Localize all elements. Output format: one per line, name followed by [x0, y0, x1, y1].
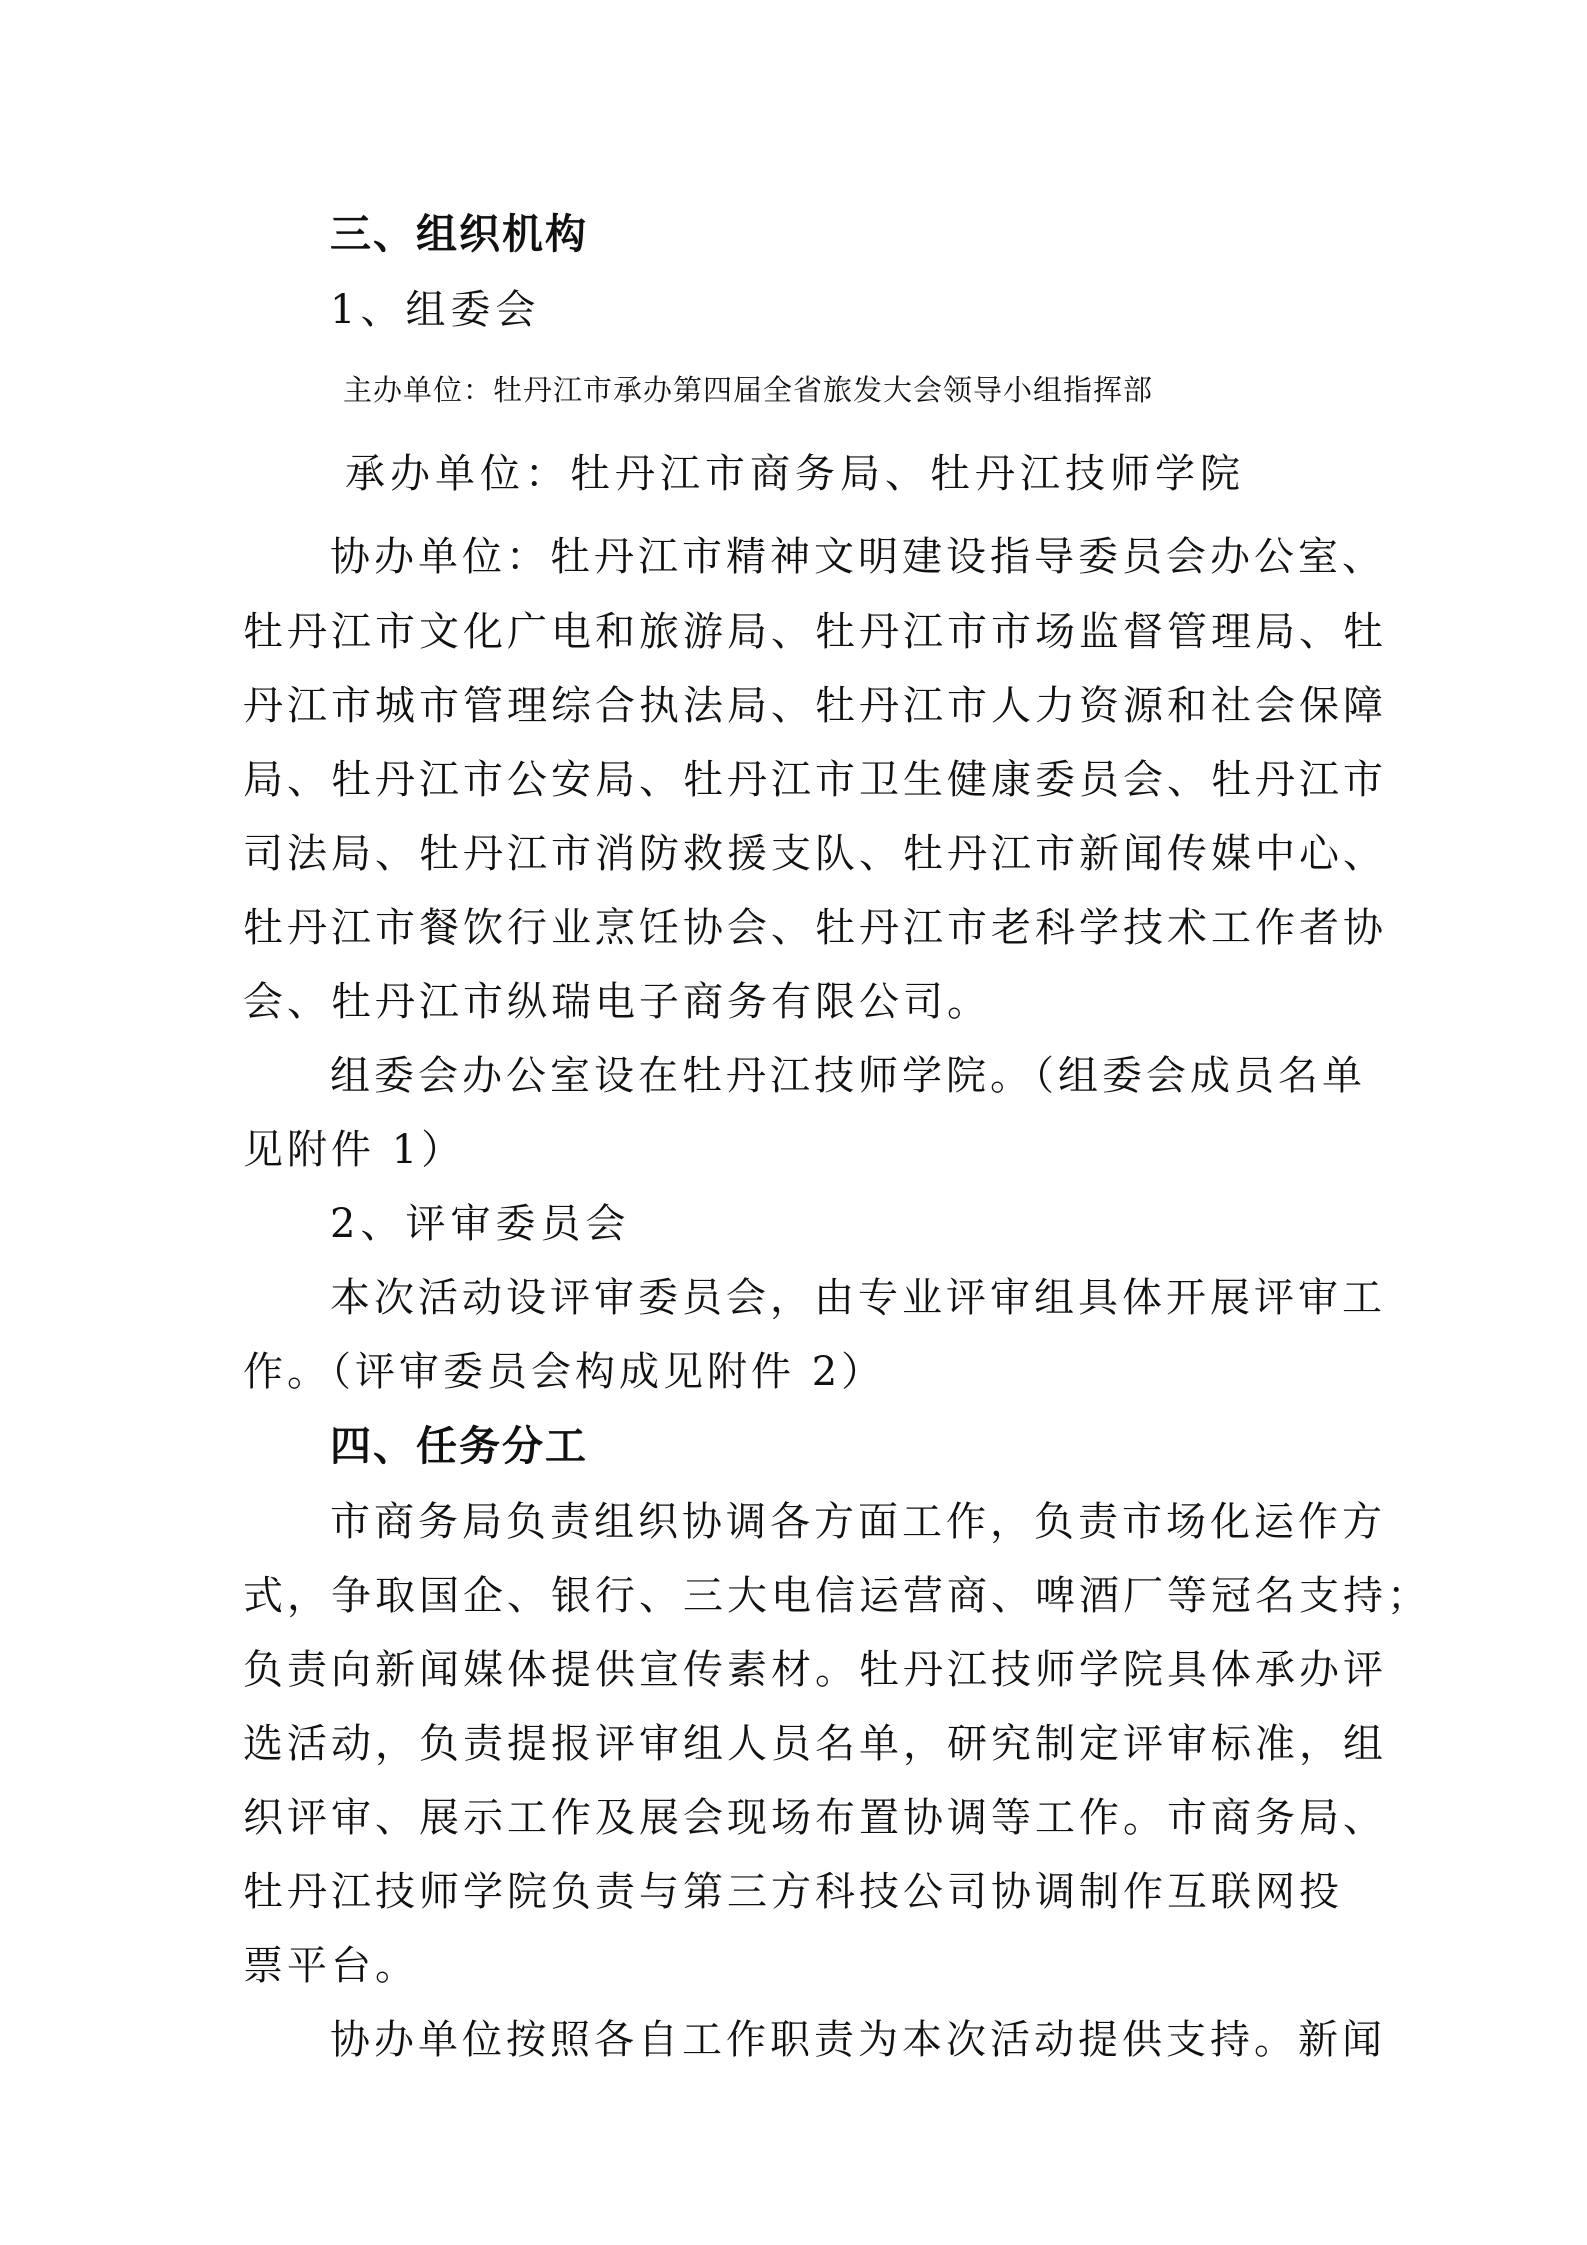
assist-unit-line-1: 协办单位：牡丹江市精神文明建设指导委员会办公室、 — [330, 534, 1386, 580]
host-unit-line: 主办单位：牡丹江市承办第四届全省旅发大会领导小组指挥部 — [343, 373, 1154, 407]
office-line-1: 组委会办公室设在牡丹江技师学院。（组委会成员名单 — [330, 1053, 1366, 1099]
assist-unit-line-7: 会、牡丹江市纵瑞电子商务有限公司。 — [243, 979, 991, 1025]
duty-line-3: 负责向新闻媒体提供宣传素材。牡丹江技师学院具体承办评 — [243, 1647, 1387, 1693]
duty-line-2: 式，争取国企、银行、三大电信运营商、啤酒厂等冠名支持； — [243, 1573, 1431, 1619]
duty-line-1: 市商务局负责组织协调各方面工作，负责市场化运作方 — [330, 1499, 1386, 1545]
review-line-2: 作。（评审委员会构成见附件 2） — [243, 1349, 886, 1395]
assist-unit-line-3: 丹江市城市管理综合执法局、牡丹江市人力资源和社会保障 — [243, 683, 1387, 729]
assist-unit-line-2: 牡丹江市文化广电和旅游局、牡丹江市市场监督管理局、牡 — [243, 609, 1387, 655]
duty-line-7: 票平台。 — [243, 1943, 419, 1989]
assist-support-line: 协办单位按照各自工作职责为本次活动提供支持。新闻 — [330, 2017, 1386, 2063]
assist-unit-line-6: 牡丹江市餐饮行业烹饪协会、牡丹江市老科学技术工作者协 — [243, 905, 1387, 951]
duty-line-5: 织评审、展示工作及展会现场布置协调等工作。市商务局、 — [243, 1795, 1387, 1841]
assist-unit-line-5: 司法局、牡丹江市消防救援支队、牡丹江市新闻传媒中心、 — [243, 831, 1387, 877]
duty-line-6: 牡丹江技师学院负责与第三方科技公司协调制作互联网投 — [243, 1869, 1343, 1915]
review-committee-subheading: 2、评审委员会 — [330, 1201, 631, 1247]
duty-line-4: 选活动，负责提报评审组人员名单，研究制定评审标准，组 — [243, 1721, 1387, 1767]
assist-unit-line-4: 局、牡丹江市公安局、牡丹江市卫生健康委员会、牡丹江市 — [243, 757, 1387, 803]
office-line-2: 见附件 1） — [243, 1127, 466, 1173]
section-3-heading: 三、组织机构 — [330, 210, 588, 258]
organizer-unit-line: 承办单位：牡丹江市商务局、牡丹江技师学院 — [345, 451, 1245, 497]
review-line-1: 本次活动设评审委员会，由专业评审组具体开展评审工 — [330, 1275, 1386, 1321]
committee-subheading: 1、组委会 — [330, 287, 541, 333]
section-4-heading: 四、任务分工 — [330, 1422, 588, 1470]
